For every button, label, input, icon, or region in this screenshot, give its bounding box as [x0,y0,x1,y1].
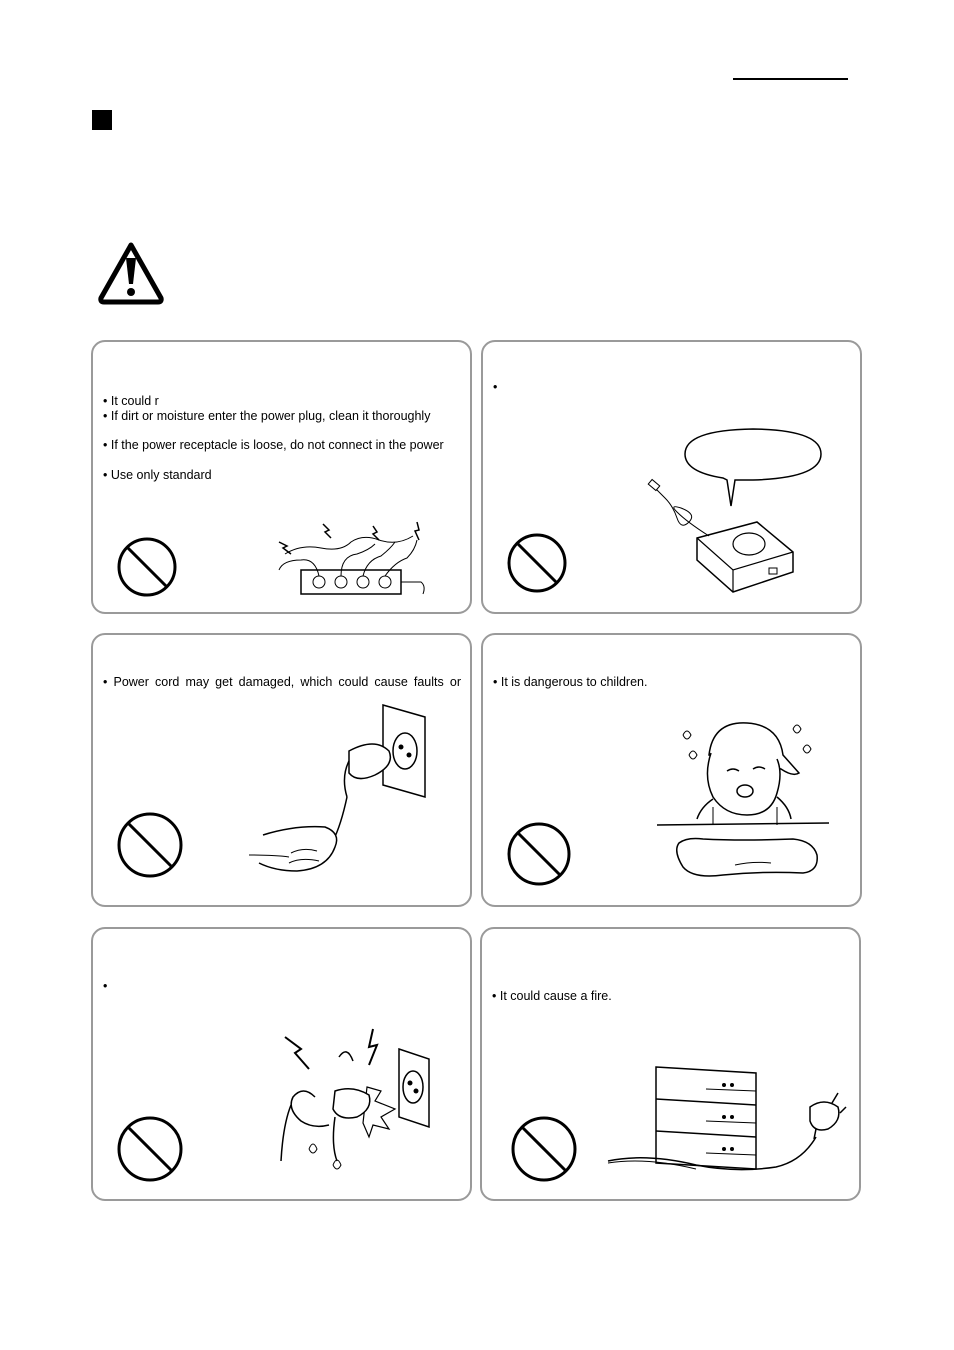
card-text [103,675,461,690]
card-line: • If the power receptacle is loose, do not connect in the power [103,438,444,453]
stacked-boxes-on-cord-illustration [606,1063,846,1177]
card-line: • It is dangerous to children. [493,675,648,689]
overloaded-power-strip-illustration [271,520,431,602]
warning-card-wet-hands [91,927,472,1201]
header-rule [733,78,848,80]
prohibition-icon [116,536,178,598]
card-text [103,979,468,994]
card-line: • [103,979,108,993]
card-line: • If dirt or moisture enter the power plug, clean it thoroughly [103,408,431,423]
warning-card-cord-pull [91,633,472,907]
warning-card-heavy-object [480,927,861,1201]
card-text [493,380,858,395]
card-text [103,394,468,482]
warning-card-power-strip [91,340,472,614]
prohibition-icon [116,811,184,879]
card-text [493,675,858,690]
warning-card-bag [481,633,862,907]
power-adapter-illustration [647,478,797,598]
pulling-cord-illustration [245,701,435,885]
card-line: • It could r [103,394,159,408]
prohibition-icon [506,532,568,594]
card-line: • [493,380,498,394]
prohibition-icon [510,1115,578,1183]
card-line: • Use only standard [103,467,212,482]
warning-triangle-icon [96,240,166,306]
card-text [492,989,857,1004]
warning-card-adapter [481,340,862,614]
wet-hands-plug-illustration [273,1025,433,1181]
crying-child-illustration [653,715,833,895]
section-square-icon [92,110,112,130]
prohibition-icon [506,821,572,887]
prohibition-icon [116,1115,184,1183]
card-line: • Power cord may get damaged, which could cause faults or [103,675,461,689]
card-line: • It could cause a fire. [492,989,612,1003]
